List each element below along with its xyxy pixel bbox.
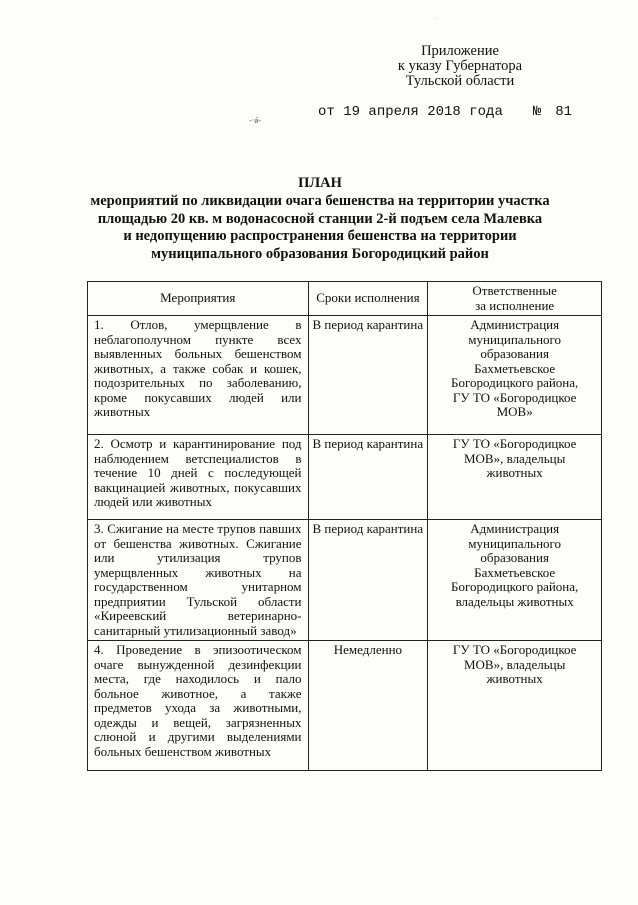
responsible-line: Администрация [470, 521, 560, 536]
document-subtitle [40, 193, 600, 263]
responsible-cell [428, 316, 602, 435]
plan-table [87, 281, 602, 771]
measure-cell: 3. Сжигание на месте трупов павших от бешенства животных. Сжигание или утилизация трупов умерщвленных животных на государственном унитарном предприятии Тульской области «Киреевский ветеринарно-санитарный утилизационный завод» [88, 520, 309, 641]
responsible-line: ГУ ТО «Богородицкое [452, 389, 577, 405]
term-cell: В период карантина [308, 316, 428, 435]
term-cell: В период карантина [308, 520, 428, 641]
responsible-line: владельцы животных [455, 593, 574, 609]
responsible-line: Бахметьевское [474, 564, 556, 580]
order-line [318, 104, 572, 120]
measure-cell: 1. Отлов, умерщвление в неблагополучном пункте всех выявленных больных бешенством животных, а также собак и кошек, подозрительных по заболеванию, кроме покусавших людей или животных [88, 316, 309, 435]
responsible-line: Администрация [470, 317, 560, 332]
table-row [88, 435, 602, 520]
term-cell: В период карантина [308, 435, 428, 520]
responsible-line: образования [480, 550, 549, 565]
responsible-line: Богородицкого района, [451, 579, 579, 594]
appendix-line: Тульской области [405, 73, 515, 89]
responsible-line: животных [486, 465, 543, 480]
subtitle-line: и недопущению распространения бешенства на территории [123, 228, 517, 244]
responsible-line: МОВ», владельцы [463, 656, 566, 672]
subtitle-line: площадью 20 кв. м водонасосной станции 2-й подъем села Малевка [97, 210, 543, 227]
responsible-line: Богородицкого района, [451, 375, 579, 390]
responsible-line: ГУ ТО «Богородицкое [452, 642, 577, 657]
scan-dot: · [434, 16, 436, 22]
responsible-line: муниципального [468, 535, 562, 551]
responsible-cell [428, 520, 602, 641]
responsible-line: Бахметьевское [474, 360, 556, 376]
responsible-line: МОВ» [496, 404, 533, 419]
appendix-line: к указу Губернатора [397, 58, 523, 74]
responsible-line: ГУ ТО «Богородицкое [452, 436, 577, 451]
table-row [88, 641, 602, 771]
appendix-header [370, 44, 550, 89]
scan-speck: -·ǿ- [249, 116, 261, 125]
subtitle-line: муниципального образования Богородицкий район [151, 245, 489, 262]
responsible-line: животных [486, 671, 543, 686]
order-prefix: от [318, 104, 335, 120]
measure-cell: 2. Осмотр и карантинирование под наблюдением ветспециалистов в течение 10 дней с последующей вакцинацией животных, покусавших людей или животных [88, 435, 309, 520]
responsible-line: МОВ», владельцы [463, 450, 566, 466]
responsible-line: образования [480, 346, 549, 361]
appendix-line: Приложение [421, 43, 499, 59]
document-title: ПЛАН [298, 175, 342, 191]
order-number-sign: № [532, 104, 542, 120]
header-responsible-line: Ответственные [472, 283, 557, 298]
subtitle-line: мероприятий по ликвидации очага бешенства на территории участка [90, 193, 550, 209]
responsible-cell [428, 641, 602, 771]
header-measures: Мероприятия [88, 282, 309, 316]
table-row [88, 520, 602, 641]
order-date: 19 апреля 2018 года [343, 104, 503, 120]
order-number: 81 [555, 104, 573, 120]
table-row [88, 316, 602, 435]
header-responsible [428, 282, 602, 316]
measure-cell: 4. Проведение в эпизоотическом очаге вынужденной дезинфекции места, где находилось и пало больное животное, а также предметов ухода за животными, одежды и вещей, загрязненных слюной и другими выделениями больных бешенством животных [88, 641, 309, 771]
term-cell: Немедленно [308, 641, 428, 771]
header-responsible-line: за исполнение [475, 297, 555, 313]
responsible-cell [428, 435, 602, 520]
responsible-line: муниципального [468, 331, 562, 347]
header-terms: Сроки исполнения [308, 282, 428, 316]
table-header-row [88, 282, 602, 316]
